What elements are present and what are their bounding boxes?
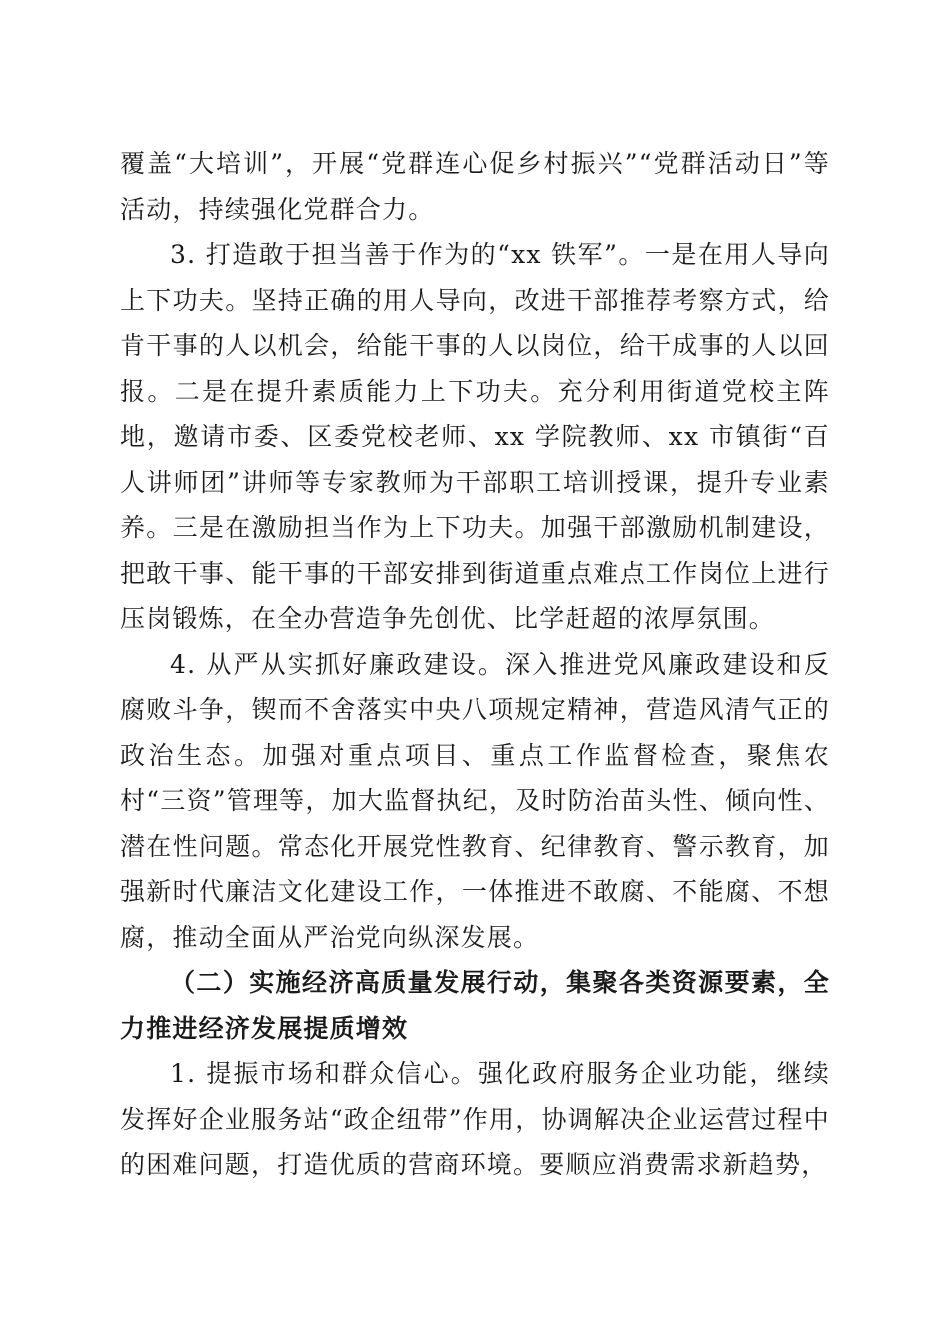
paragraph-item-3: 3. 打造敢于担当善于作为的“xx 铁军”。一是在用人导向上下功夫。坚持正确的用人导向，改进干部推荐考察方式，给肯干事的人以机会，给能干事的人以岗位，给干成事的人以回报。二是在提升素质能力上下功夫。充分利用街道党校主阵地，邀请市委、区委党校老师、xx 学院教师、xx 市镇街“百人讲师团”讲师等专家教师为干部职工培训授课，提升专业素养。三是在激励担当作为上下功夫。加强干部激励机制建设，把敢干事、能干事的干部安排到街道重点难点工作岗位上进行压岗锻炼，在全办营造争先创优、比学赶超的浓厚氛围。 bbox=[120, 240, 830, 633]
paragraph-continuation: 覆盖“大培训”，开展“党群连心促乡村振兴”“党群活动日”等活动，持续强化党群合力。 bbox=[120, 149, 830, 224]
paragraph-item-4: 4. 从严从实抓好廉政建设。深入推进党风廉政建设和反腐败斗争，锲而不舍落实中央八项规定精神，营造风清气正的政治生态。加强对重点项目、重点工作监督检查，聚焦农村“三资”管理等，加大监督执纪，及时防治苗头性、倾向性、潜在性问题。常态化开展党性教育、纪律教育、警示教育，加强新时代廉洁文化建设工作，一体推进不敢腐、不能腐、不想腐，推动全面从严治党向纵深发展。 bbox=[120, 649, 830, 952]
paragraph-item-1: 1. 提振市场和群众信心。强化政府服务企业功能，继续发挥好企业服务站“政企纽带”作用，协调解决企业运营过程中的困难问题，打造优质的营商环境。要顺应消费需求新趋势， bbox=[120, 1059, 830, 1179]
document-body bbox=[120, 141, 830, 1188]
section-heading-2: （二）实施经济高质量发展行动，集聚各类资源要素，全力推进经济发展提质增效 bbox=[120, 968, 830, 1043]
